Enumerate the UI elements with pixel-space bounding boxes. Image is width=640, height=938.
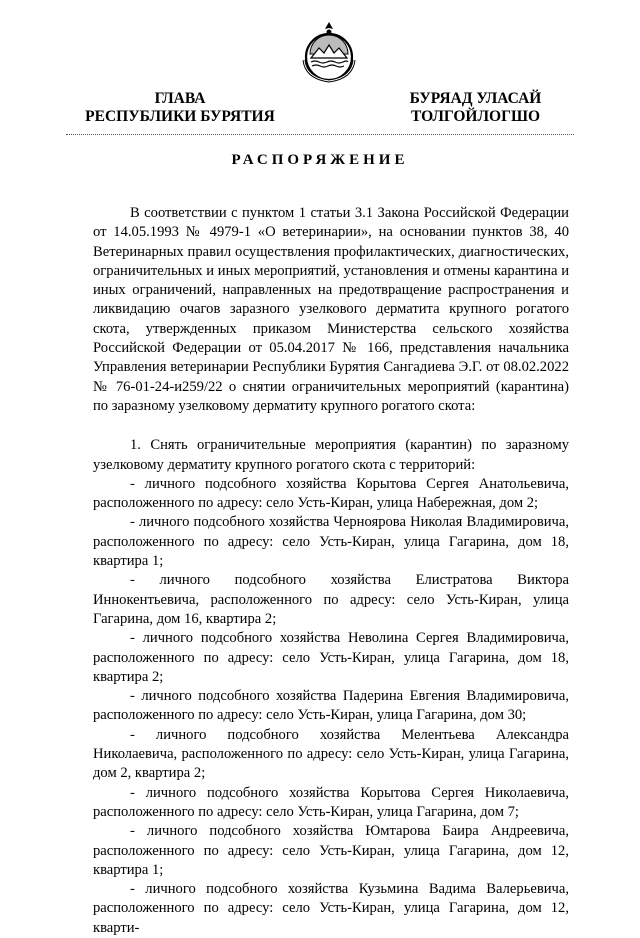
issuer-buryat-line1: БУРЯАД УЛАСАЙ <box>409 90 542 107</box>
list-item: - личного подсобного хозяйства Кузьмина Вадима Валерьевича, расположенного по адресу: село Усть-Киран, улица Гагарина, дом 12, кварти- <box>93 881 569 936</box>
issuer-buryat-line2: ТОЛГОЙЛОГШО <box>410 108 541 125</box>
issuer-buryat <box>383 90 568 126</box>
issuer-russian-line1: ГЛАВА <box>154 90 206 107</box>
list-item: - личного подсобного хозяйства Падерина Евгения Владимировича, расположенного по адресу: село Усть-Киран, улица Гагарина, дом 30; <box>93 688 569 724</box>
header-divider <box>66 134 574 135</box>
list-item: - личного подсобного хозяйства Юмтарова Баира Андреевича, расположенного по адресу: село Усть-Киран, улица Гагарина, дом 12, квартира 1; <box>93 823 569 878</box>
document-body <box>93 204 569 938</box>
preamble-paragraph: В соответствии с пунктом 1 статьи 3.1 Закона Российской Федерации от 14.05.1993 № 4979-1 «О ветеринарии», на основании пунктов 38, 40 Ветеринарных правил осуществления профилактических, диагностических, ограничительных и иных мероприятий, установления и отмены карантина и иных ограничений, направленных на предотвращение распространения и ликвидацию очагов заразного узелкового дерматита крупного рогатого скота, утвержденных приказом Министерства сельского хозяйства Российской Федерации от 05.04.2017 № 166, представления начальника Управления ветеринарии Республики Бурятия Сангадиева Э.Г. от 08.02.2022 № 76-01-24-и259/22 о снятии ограничительных мероприятий (карантина) по заразному узелковому дерматиту крупного рогатого скота: <box>93 205 569 414</box>
list-item: - личного подсобного хозяйства Неволина Сергея Владимировича, расположенного по адресу: село Усть-Киран, улица Гагарина, дом 18, квартира 2; <box>93 630 569 685</box>
list-item: - личного подсобного хозяйства Елистратова Виктора Иннокентьевича, расположенного по адресу: село Усть-Киран, улица Гагарина, дом 16, квартира 2; <box>93 572 569 627</box>
document-title: РАСПОРЯЖЕНИЕ <box>231 152 409 168</box>
issuer-russian-line2: РЕСПУБЛИКИ БУРЯТИЯ <box>85 108 275 125</box>
list-item: - личного подсобного хозяйства Черноярова Николая Владимировича, расположенного по адресу: село Усть-Киран, улица Гагарина, дом 18, квартира 1; <box>93 514 569 570</box>
list-item: - личного подсобного хозяйства Корытова Сергея Николаевича, расположенного по адресу: село Усть-Киран, улица Гагарина, дом 7; <box>93 784 569 820</box>
list-item: - личного подсобного хозяйства Мелентьева Александра Николаевича, расположенного по адресу: село Усть-Киран, улица Гагарина, дом 2, квартира 2; <box>93 726 569 782</box>
republic-of-buryatia-coat-of-arms-icon <box>298 20 360 84</box>
list-item: - личного подсобного хозяйства Корытова Сергея Анатольевича, расположенного по адресу: село Усть-Киран, улица Набережная, дом 2; <box>93 475 569 512</box>
issuer-russian <box>80 90 280 126</box>
clause-1: 1. Снять ограничительные мероприятия (карантин) по заразному узелковому дерматиту крупного рогатого скота с территорий: <box>93 437 569 473</box>
